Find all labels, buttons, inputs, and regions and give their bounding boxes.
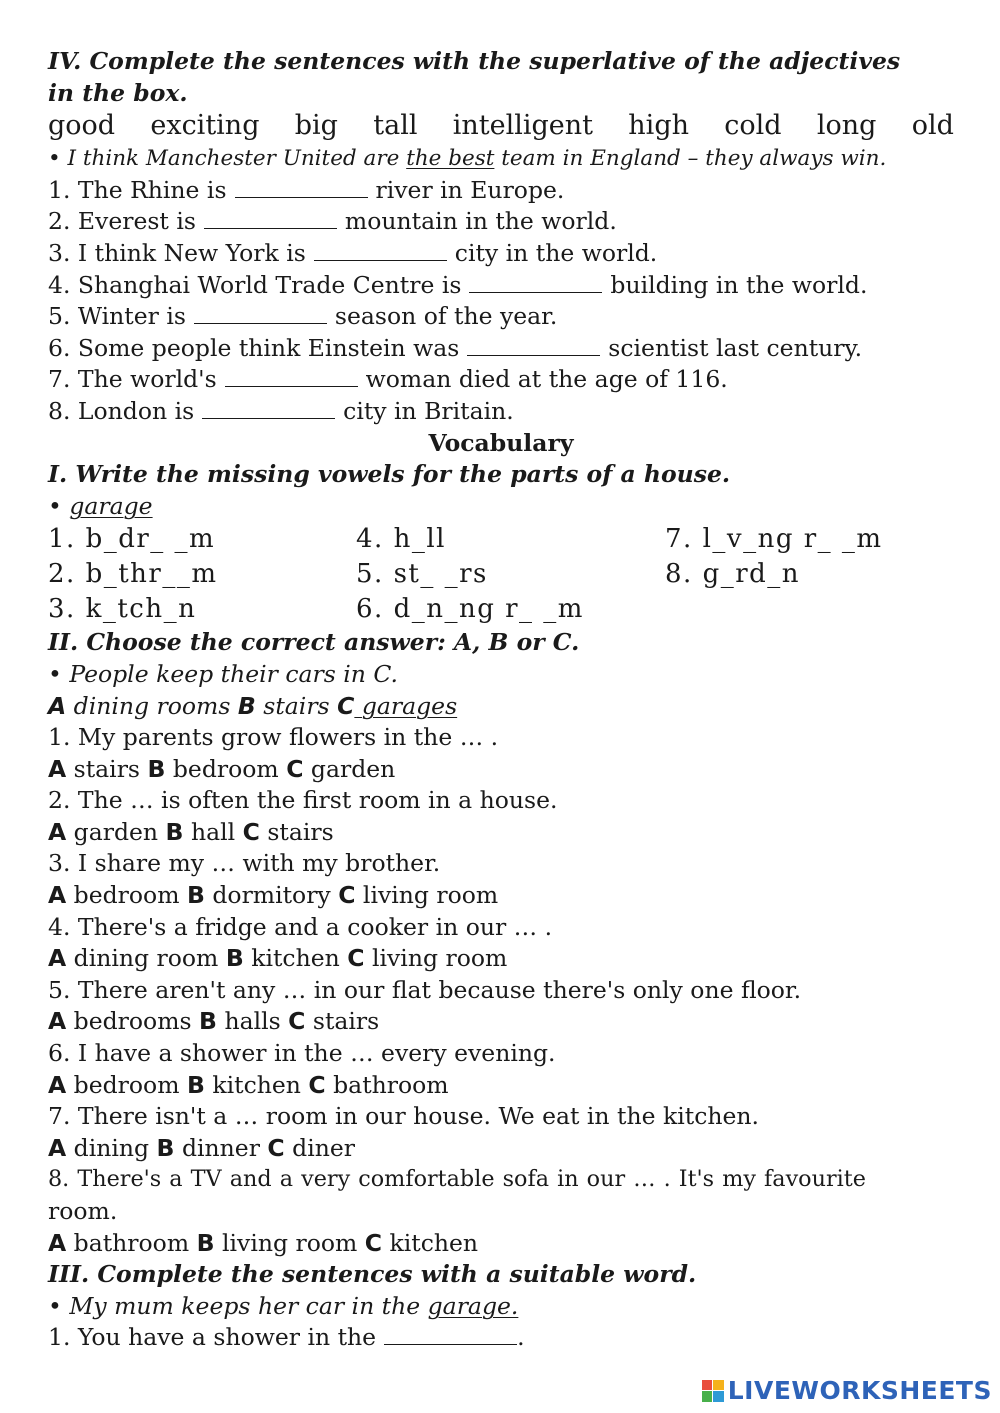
answer-blank[interactable] bbox=[225, 366, 358, 387]
logo-mark-icon bbox=[702, 1380, 724, 1402]
adjective-word: tall bbox=[373, 110, 418, 142]
section-i-example: • garage bbox=[48, 491, 153, 520]
section-iv-title: IV. Complete the sentences with the superlative of the adjectives bbox=[48, 47, 901, 75]
section-iii-example: • My mum keeps her car in the garage. bbox=[48, 1291, 519, 1320]
section-iii-title: III. Complete the sentences with a suitable word. bbox=[48, 1260, 697, 1289]
exercise-item: 7. The world's woman died at the age of 116. bbox=[48, 365, 728, 394]
answer-options[interactable]: A bedroom B kitchen C bathroom bbox=[48, 1070, 449, 1099]
answer-blank[interactable] bbox=[204, 208, 337, 229]
exercise-item: 1. The Rhine is river in Europe. bbox=[48, 175, 565, 204]
adjective-word: cold bbox=[724, 110, 782, 142]
section-iv-title-cont: in the box. bbox=[48, 78, 188, 107]
answer-blank[interactable] bbox=[202, 398, 335, 419]
section-ii-example: • People keep their cars in C. bbox=[48, 659, 399, 688]
question: 8. There's a TV and a very comfortable sofa in our … . It's my favourite bbox=[48, 1166, 866, 1193]
section-i-title: I. Write the missing vowels for the parts of a house. bbox=[48, 460, 731, 489]
answer-options[interactable]: A dining room B kitchen C living room bbox=[48, 944, 508, 973]
question: 7. There isn't a … room in our house. We eat in the kitchen. bbox=[48, 1102, 760, 1131]
adjective-word: old bbox=[911, 110, 954, 142]
section-ii-title: II. Choose the correct answer: A, B or C. bbox=[48, 628, 580, 657]
exercise-item: 8. London is city in Britain. bbox=[48, 396, 514, 425]
example-answer: the best bbox=[406, 146, 495, 172]
vowel-item[interactable]: 2. b_thr__m bbox=[48, 559, 218, 590]
adjective-box bbox=[48, 109, 954, 143]
adjective-word: intelligent bbox=[452, 110, 594, 142]
question: 5. There aren't any … in our flat because there's only one floor. bbox=[48, 975, 802, 1004]
answer-options[interactable]: A bathroom B living room C kitchen bbox=[48, 1228, 479, 1257]
adjective-word: big bbox=[294, 110, 338, 142]
adjective-word: long bbox=[816, 110, 877, 142]
vowel-item[interactable]: 6. d_n_ng r_ _m bbox=[356, 594, 584, 625]
vowel-row bbox=[48, 522, 954, 557]
answer-blank[interactable] bbox=[235, 177, 368, 198]
question: 4. There's a fridge and a cooker in our … . bbox=[48, 912, 553, 941]
vowel-row bbox=[48, 557, 954, 592]
exercise-item: 4. Shanghai World Trade Centre is building in the world. bbox=[48, 270, 868, 299]
vowel-item[interactable]: 7. l_v_ng r_ _m bbox=[665, 524, 883, 555]
liveworksheets-logo bbox=[702, 1376, 992, 1405]
answer-blank[interactable] bbox=[467, 335, 600, 356]
exercise-item: 1. You have a shower in the . bbox=[48, 1323, 525, 1352]
brand-name: LIVEWORKSHEETS bbox=[727, 1376, 992, 1405]
question: 6. I have a shower in the … every evening. bbox=[48, 1039, 556, 1068]
adjective-word: exciting bbox=[150, 110, 260, 142]
worksheet-page bbox=[48, 46, 954, 1354]
answer-options[interactable]: A stairs B bedroom C garden bbox=[48, 754, 396, 783]
vowel-item[interactable]: 4. h_ll bbox=[356, 524, 446, 555]
vowel-item[interactable]: 1. b_dr_ _m bbox=[48, 524, 216, 555]
answer-blank[interactable] bbox=[469, 272, 602, 293]
adjective-word: high bbox=[628, 110, 689, 142]
section-ii-example-options: A dining rooms B stairs C garages bbox=[48, 691, 458, 720]
question-cont: room. bbox=[48, 1197, 118, 1225]
answer-options[interactable]: A garden B hall C stairs bbox=[48, 817, 334, 846]
question: 1. My parents grow flowers in the … . bbox=[48, 723, 499, 752]
exercise-item: 6. Some people think Einstein was scientist last century. bbox=[48, 333, 863, 362]
question: 3. I share my … with my brother. bbox=[48, 849, 441, 878]
answer-options[interactable]: A dining B dinner C diner bbox=[48, 1133, 355, 1162]
section-iv-example: • I think Manchester United are the best team in England – they always win. bbox=[48, 146, 887, 172]
vocabulary-heading: Vocabulary bbox=[428, 428, 574, 457]
exercise-item: 2. Everest is mountain in the world. bbox=[48, 207, 617, 236]
vowel-item[interactable]: 8. g_rd_n bbox=[665, 559, 801, 590]
answer-blank[interactable] bbox=[384, 1324, 517, 1345]
exercise-item: 5. Winter is season of the year. bbox=[48, 302, 558, 331]
answer-options[interactable]: A bedrooms B halls C stairs bbox=[48, 1007, 380, 1036]
exercise-item: 3. I think New York is city in the world. bbox=[48, 238, 658, 267]
question: 2. The … is often the first room in a house. bbox=[48, 786, 558, 815]
vowel-item[interactable]: 5. st_ _rs bbox=[356, 559, 488, 590]
adjective-word: good bbox=[48, 110, 116, 142]
answer-blank[interactable] bbox=[314, 240, 447, 261]
answer-options[interactable]: A bedroom B dormitory C living room bbox=[48, 881, 499, 910]
vowel-row bbox=[48, 592, 954, 627]
vowel-item[interactable]: 3. k_tch_n bbox=[48, 594, 197, 625]
answer-blank[interactable] bbox=[194, 303, 327, 324]
